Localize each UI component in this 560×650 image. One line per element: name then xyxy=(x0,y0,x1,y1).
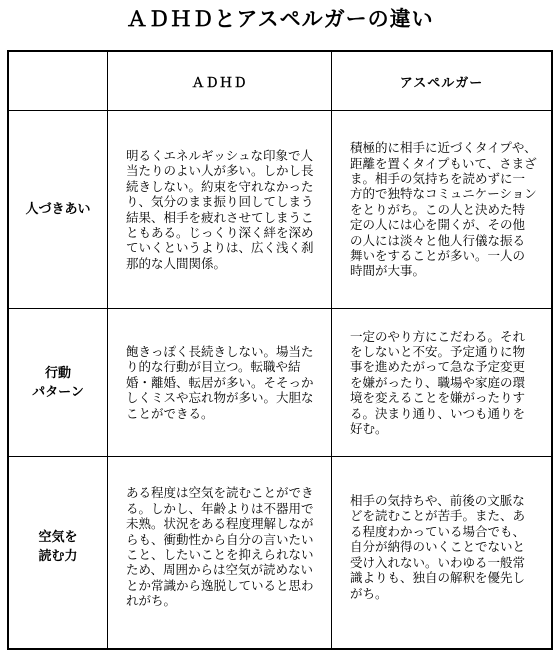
column-header-asperger: アスペルガー xyxy=(399,75,484,91)
row-header-relationships: 人づきあい xyxy=(25,202,91,217)
page-title: ＡＤＨＤとアスペルガーの違い xyxy=(126,7,434,31)
cell-adhd-reading-the-room: ある程度は空気を読むことができる。しかし、年齢よりは不器用で未熟。状況をある程度理解しながらも、衝動性から自分の言いたいこと、したいことを抑えられないため、周囲からは空気が読めないとか常識から逸脱していると思われがち。 xyxy=(126,485,314,609)
cell-asperger-relationships: 積極的に相手に近づくタイプや、距離を置くタイプもいて、さまざま。相手の気持ちを読めずに一方的で独特なコミュニケーションをとりがち。この人と決めた特定の人には心を開くが、その他の人には淡々と他人行儀な振る舞いをすることが多い。一人の時間が大事。 xyxy=(350,140,537,279)
cell-asperger-behavior-pattern: 一定のやり方にこだわる。それをしないと不安。予定通りに物事を進めたがって急な予定変更を嫌がったり、職場や家庭の環境を変えることを嫌がったりする。決まり通り、いつも通りを好む。 xyxy=(350,328,526,437)
row-header-behavior-pattern: 行動 パターン xyxy=(32,365,84,400)
row-header-reading-the-room: 空気を 読む力 xyxy=(38,530,78,564)
header-corner-cell xyxy=(9,52,107,110)
cell-adhd-relationships: 明るくエネルギッシュな印象で人当たりのよい人が多い。しかし長続きしない。約束を守れなかったり、気分のまま振り回してしまう結果、相手を疲れさせてしまうこともある。じっくり深く絆を深めていくというよりは、広く浅く刹那的な人間関係。 xyxy=(126,147,314,271)
cell-adhd-behavior-pattern: 飽きっぽく長続きしない。場当たり的な行動が目立つ。転職や結婚・離婚、転居が多い。そそっかしくミスや忘れ物が多い。大胆なことができる。 xyxy=(126,343,314,421)
cell-asperger-reading-the-room: 相手の気持ちや、前後の文脈などを読むことが苦手。また、ある程度わかっている場合でも、自分が納得のいくことでないと受け入れない。いわゆる一般常識よりも、独自の解釈を優先しがち。 xyxy=(350,493,526,601)
column-header-adhd: ＡＤＨＤ xyxy=(191,75,248,91)
comparison-table xyxy=(7,50,553,650)
